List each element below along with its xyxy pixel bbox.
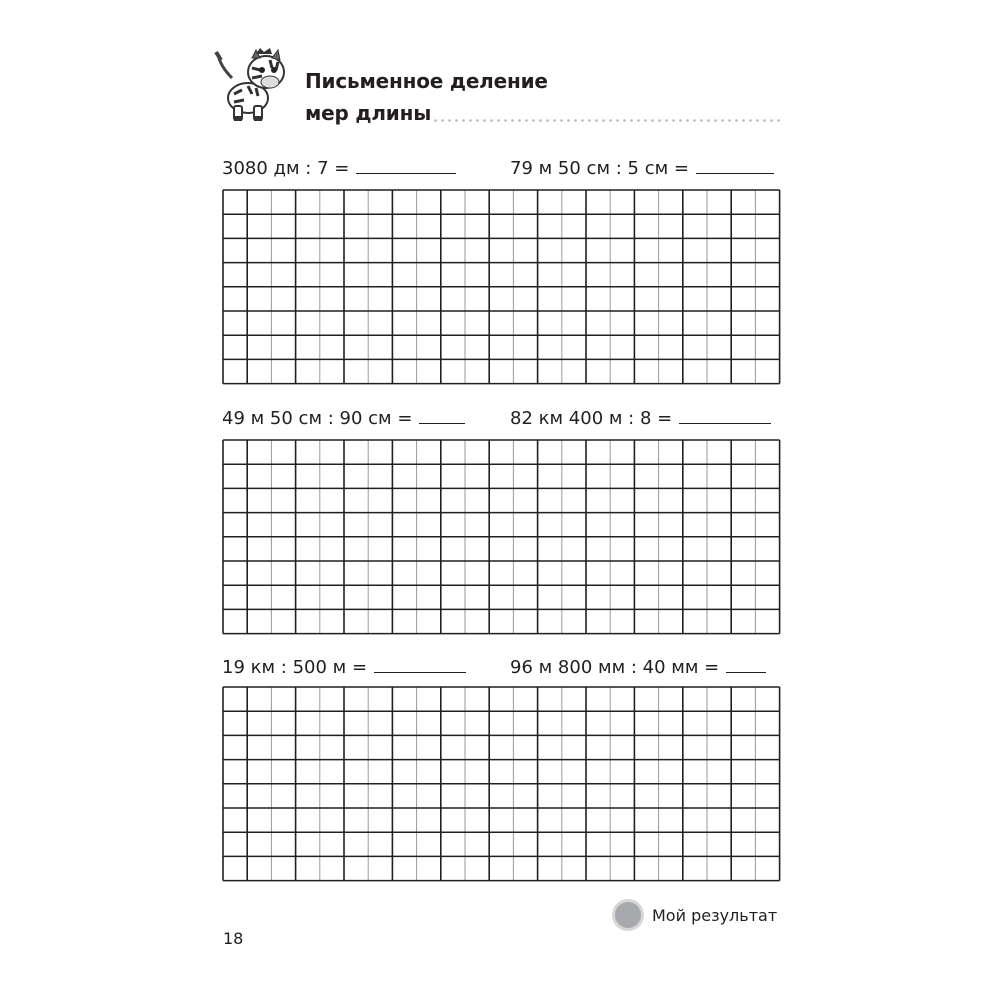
answer-blank-5[interactable] [374, 658, 466, 673]
dotted-leader [432, 119, 784, 122]
answer-blank-2[interactable] [696, 159, 774, 174]
task-6-text: 96 м 800 мм : 40 мм = [510, 657, 720, 678]
answer-blank-6[interactable] [726, 658, 766, 673]
zebra-mascot-icon [212, 48, 296, 124]
task-6 [510, 657, 766, 678]
grid-3[interactable] [222, 686, 780, 882]
grid-lines [222, 686, 781, 882]
task-1-text: 3080 дм : 7 = [222, 158, 350, 179]
page-number: 18 [223, 929, 244, 948]
page-title-line1: Письменное деление [305, 69, 548, 93]
task-2 [510, 158, 774, 179]
page-title-line2: мер длины [305, 101, 432, 125]
task-2-text: 79 м 50 см : 5 см = [510, 158, 689, 179]
task-3 [222, 408, 465, 429]
task-5-text: 19 км : 500 м = [222, 657, 368, 678]
answer-blank-1[interactable] [356, 159, 456, 174]
task-4-text: 82 км 400 м : 8 = [510, 408, 673, 429]
task-5 [222, 657, 466, 678]
result-circle-icon [612, 899, 644, 931]
task-4 [510, 408, 771, 429]
task-1 [222, 158, 456, 179]
result-label: Мой результат [652, 905, 778, 925]
my-result-badge [612, 899, 777, 931]
grid-lines [222, 189, 781, 385]
grid-lines [222, 439, 781, 635]
answer-blank-3[interactable] [419, 409, 465, 424]
answer-blank-4[interactable] [679, 409, 771, 424]
grid-2[interactable] [222, 439, 780, 635]
task-3-text: 49 м 50 см : 90 см = [222, 408, 413, 429]
grid-1[interactable] [222, 189, 780, 385]
